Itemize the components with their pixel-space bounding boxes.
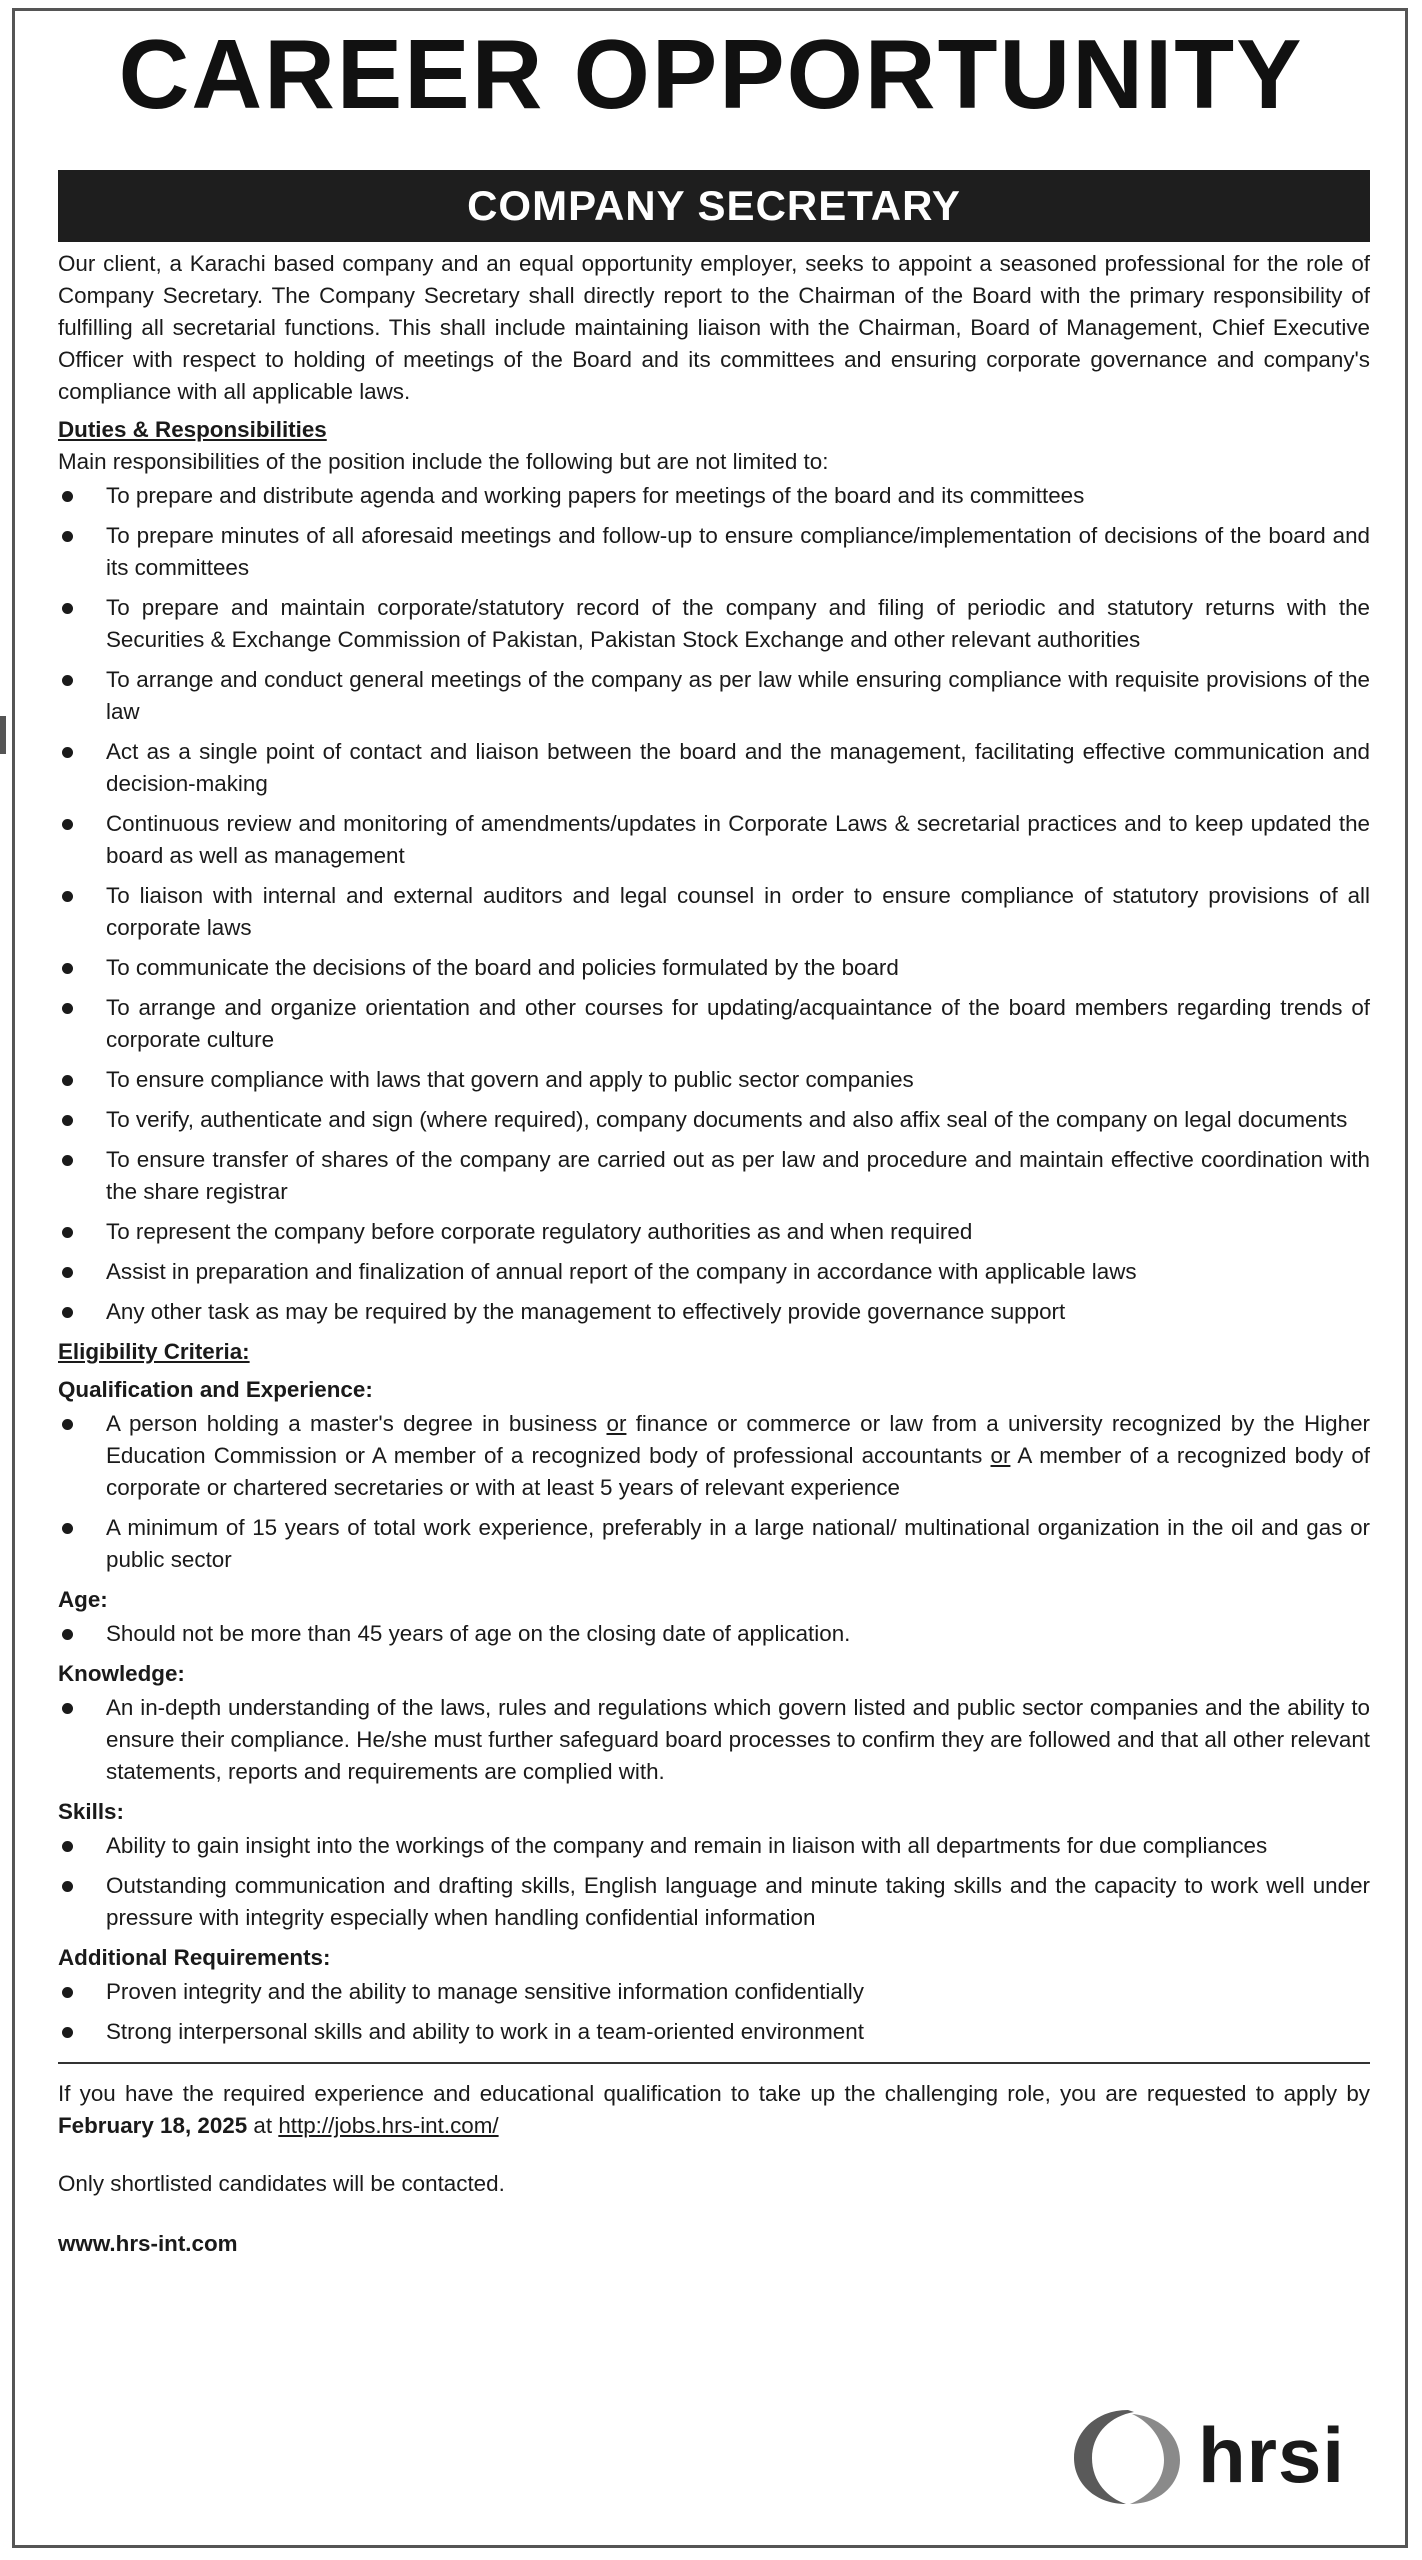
list-item: To prepare and maintain corporate/statutory record of the company and filing of periodic and statutory returns with the Securities & Exchange Commission of Pakistan, Pakistan Stock Exchange and other relevant authorities <box>58 592 1370 656</box>
list-item: To ensure compliance with laws that govern and apply to public sector companies <box>58 1064 1370 1096</box>
bullet-icon <box>62 675 73 686</box>
list-item: Assist in preparation and finalization of annual report of the company in accordance with applicable laws <box>58 1256 1370 1288</box>
qualification-heading: Qualification and Experience: <box>58 1377 373 1402</box>
knowledge-heading: Knowledge: <box>58 1661 185 1686</box>
duties-heading: Duties & Responsibilities <box>58 417 327 442</box>
bullet-icon <box>62 1841 73 1852</box>
bullet-icon <box>62 963 73 974</box>
position-banner: COMPANY SECRETARY <box>58 170 1370 242</box>
bullet-icon <box>62 1419 73 1430</box>
list-item: Should not be more than 45 years of age on the closing date of application. <box>58 1618 1370 1650</box>
bullet-icon <box>62 531 73 542</box>
list-item: To arrange and conduct general meetings of the company as per law while ensuring compliance with requisite provisions of the law <box>58 664 1370 728</box>
application-link[interactable]: http://jobs.hrs-int.com/ <box>278 2113 499 2138</box>
logo-text: hrsi <box>1198 2411 1346 2499</box>
divider <box>58 2062 1370 2064</box>
bullet-icon <box>62 747 73 758</box>
edge-mark <box>0 716 6 754</box>
bullet-icon <box>62 1307 73 1318</box>
qualification-list <box>58 1408 1370 1576</box>
shortlist-note: Only shortlisted candidates will be contacted. <box>58 2171 505 2196</box>
list-item: Ability to gain insight into the workings of the company and remain in liaison with all departments for due compliances <box>58 1830 1370 1862</box>
list-item: Act as a single point of contact and liaison between the board and the management, facilitating effective communication and decision-making <box>58 736 1370 800</box>
bullet-icon <box>62 1987 73 1998</box>
additional-list <box>58 1976 1370 2048</box>
bullet-icon <box>62 1227 73 1238</box>
list-item: To ensure transfer of shares of the company are carried out as per law and procedure and maintain effective coordination with the share registrar <box>58 1144 1370 1208</box>
list-item: Proven integrity and the ability to manage sensitive information confidentially <box>58 1976 1370 2008</box>
logo-ring-icon <box>1068 2402 1188 2512</box>
list-item: A minimum of 15 years of total work experience, preferably in a large national/ multinational organization in the oil and gas or public sector <box>58 1512 1370 1576</box>
apply-instructions: If you have the required experience and educational qualification to take up the challenging role, you are requested to apply by February 18, 2025 at http://jobs.hrs-int.com/ <box>58 2081 1370 2138</box>
age-heading: Age: <box>58 1587 108 1612</box>
hrsi-logo <box>1068 2402 1378 2512</box>
application-deadline: February 18, 2025 <box>58 2113 248 2138</box>
bullet-icon <box>62 2027 73 2038</box>
list-item: To arrange and organize orientation and other courses for updating/acquaintance of the board members regarding trends of corporate culture <box>58 992 1370 1056</box>
intro-paragraph: Our client, a Karachi based company and an equal opportunity employer, seeks to appoint a seasoned professional for the role of Company Secretary. The Company Secretary shall directly report to the Chairman of the Board with the primary responsibility of fulfilling all secretarial functions. This shall include maintaining liaison with the Chairman, Board of Management, Chief Executive Officer with respect to holding of meetings of the Board and its committees and ensuring corporate governance and company's compliance with all applicable laws. <box>58 251 1370 404</box>
list-item: To prepare minutes of all aforesaid meetings and follow-up to ensure compliance/implementation of decisions of the board and its committees <box>58 520 1370 584</box>
bullet-icon <box>62 491 73 502</box>
list-item: Continuous review and monitoring of amendments/updates in Corporate Laws & secretarial practices and to keep updated the board as well as management <box>58 808 1370 872</box>
ad-body <box>58 248 1370 2260</box>
list-item: An in-depth understanding of the laws, rules and regulations which govern listed and public sector companies and the ability to ensure their compliance. He/she must further safeguard board processes to confirm they are followed and that all other relevant statements, reports and requirements are complied with. <box>58 1692 1370 1788</box>
bullet-icon <box>62 1075 73 1086</box>
list-item: To verify, authenticate and sign (where required), company documents and also affix seal of the company on legal documents <box>58 1104 1370 1136</box>
knowledge-list <box>58 1692 1370 1788</box>
bullet-icon <box>62 1155 73 1166</box>
bullet-icon <box>62 819 73 830</box>
duties-list <box>58 480 1370 1328</box>
skills-list <box>58 1830 1370 1934</box>
bullet-icon <box>62 1003 73 1014</box>
bullet-icon <box>62 1881 73 1892</box>
skills-heading: Skills: <box>58 1799 124 1824</box>
additional-heading: Additional Requirements: <box>58 1945 331 1970</box>
eligibility-heading: Eligibility Criteria: <box>58 1339 250 1364</box>
bullet-icon <box>62 1115 73 1126</box>
list-item: To liaison with internal and external auditors and legal counsel in order to ensure compliance of statutory provisions of all corporate laws <box>58 880 1370 944</box>
bullet-icon <box>62 1523 73 1534</box>
website-link[interactable]: www.hrs-int.com <box>58 2231 238 2256</box>
list-item: To communicate the decisions of the board and policies formulated by the board <box>58 952 1370 984</box>
page-title: CAREER OPPORTUNITY <box>118 19 1304 129</box>
list-item: To prepare and distribute agenda and working papers for meetings of the board and its committees <box>58 480 1370 512</box>
bullet-icon <box>62 603 73 614</box>
age-list <box>58 1618 1370 1650</box>
list-item: Outstanding communication and drafting skills, English language and minute taking skills and the capacity to work well under pressure with integrity especially when handling confidential information <box>58 1870 1370 1934</box>
list-item: To represent the company before corporate regulatory authorities as and when required <box>58 1216 1370 1248</box>
duties-lead: Main responsibilities of the position include the following but are not limited to: <box>58 449 829 474</box>
bullet-icon <box>62 1629 73 1640</box>
list-item: A person holding a master's degree in business or finance or commerce or law from a university recognized by the Higher Education Commission or A member of a recognized body of professional accountants or A member of a recognized body of corporate or chartered secretaries or with at least 5 years of relevant experience <box>58 1408 1370 1504</box>
list-item: Strong interpersonal skills and ability to work in a team-oriented environment <box>58 2016 1370 2048</box>
bullet-icon <box>62 1703 73 1714</box>
list-item: Any other task as may be required by the management to effectively provide governance support <box>58 1296 1370 1328</box>
bullet-icon <box>62 891 73 902</box>
bullet-icon <box>62 1267 73 1278</box>
